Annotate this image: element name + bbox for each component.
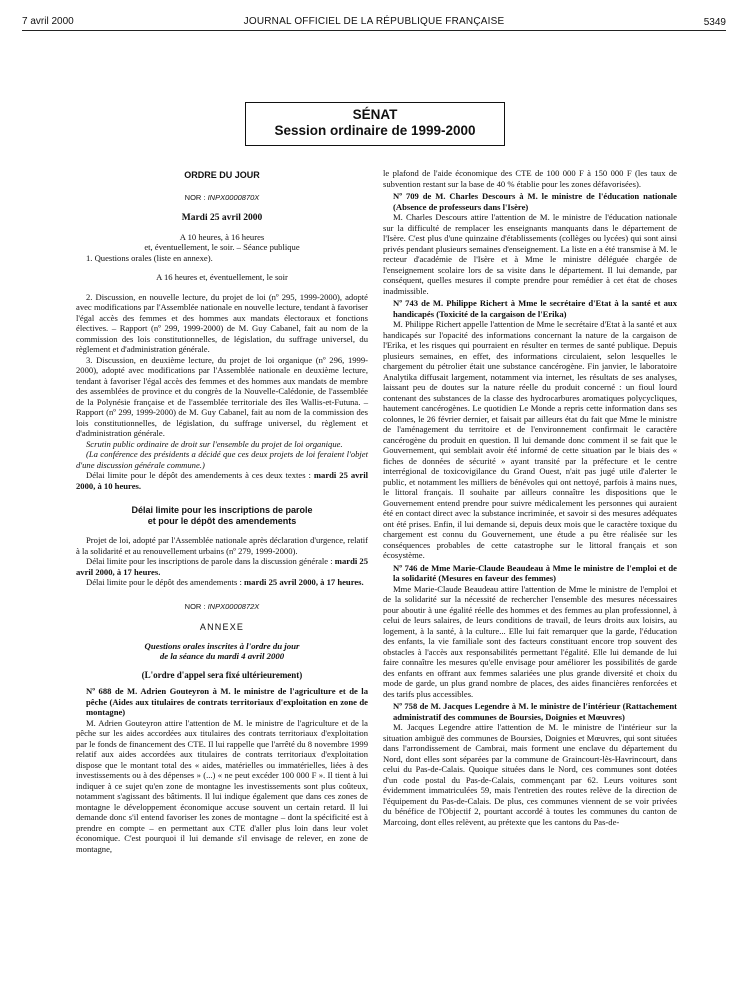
questions-heading: Questions orales inscrites à l'ordre du jour de la séance du mardi 4 avril 2000 [144,640,300,661]
senat-title-box [245,102,505,146]
afternoon-heading: A 16 heures et, éventuellement, le soir [156,272,288,282]
conference-note: (La conférence des présidents a décidé que ces deux projets de loi feraient l'objet d'une discussion générale commune.) [76,449,368,470]
page-header [22,14,726,30]
question-746-text: Mme Marie-Claude Beaudeau attire l'attention de Mme le ministre de l'emploi et de la solidarité sur la nécessité de rechercher l'ensemble des mesures nécessaires pour aboutir à une égalité réelle des hommes et des femmes au plan professionnel, à celui de leurs salaires, de leurs conditions de travail, de leurs droits aux loisirs, au logement, à la santé, à la culture... Elle lui fait remarquer que la garde, l'éducation des enfants, la vie familiale sont des facteurs constituant encore trop souvent des obstacles à l'accès aux responsabilités permettant l'égalité. Elle lui demande de lui faire connaître les mesures qu'elle envisage pour améliorer les possibilités de garde des enfants en offrant aux femmes salariées une plus grande diversité et choix du mode de garde, un plus grand nombre de places, des aides financières renforcées et des tarifs plus accessibles. [383,583,677,699]
projet-de-loi: Projet de loi, adopté par l'Assemblée nationale après déclaration d'urgence, relatif à la solidarité et au renouvellement urbains (nº 279, 1999-2000). [76,535,368,556]
agenda-item-3: 3. Discussion, en deuxième lecture, du projet de loi organique (nº 296, 1999-2000), adopté avec modifications par l'Assemblée nationale en deuxième lecture, tendant à favoriser l'égal accès des femmes et des hommes aux mandats de membre des assemblées de province et du congrès de la Nouvelle-Calédonie, de l'assemblée de la Polynésie française et de l'assemblée territoriale des îles Wallis-et-Futuna. – Rapport (nº 299, 1999-2000) de M. Guy Cabanel, fait au nom de la commission des lois constitutionnelles, de législation, du suffrage universel, du règlement et d'administration générale. [76,354,368,438]
page-number: 5349 [703,17,726,28]
annexe-heading: ANNEXE [199,622,245,632]
question-758-text: M. Jacques Legendre attire l'attention de M. le ministre de l'intérieur sur la situation ambiguë des communes de Boursies, Doignies et Mœuvres, qui sont situées dans l'arrondissement de Cambrai, mais forment une enclave du département du Nord, dont elles sont séparées par la commune de Graincourt-lès-Havrincourt, dans celui du Pas-de-Calais. Quoique situées dans le Nord, ces communes sont dotées d'un code postal du Pas-de-Calais, commençant par 62. Leurs voitures sont évidemment immatriculées 59, mais l'entretien des routes relève de la direction de l'équipement du Pas-de-Calais. De plus, ces communes viennent de se voir privées du bénéfice de l'Objectif 2, pourtant accordé à toutes les communes du canton de Marcoing, dont elles relèvent, au prétexte que les cantons du Pas-de- [383,722,677,827]
question-758-heading: Nº 758 de M. Jacques Legendre à M. le ministre de l'intérieur (Rattachement administratif des communes de Boursies, Doignies et Mœuvres) [393,701,677,722]
question-709-heading: Nº 709 de M. Charles Descours à M. le ministre de l'éducation nationale (Absence de professeurs dans l'Isère) [393,191,677,212]
question-743-heading: Nº 743 de M. Philippe Richert à Mme le secrétaire d'Etat à la santé et aux handicapés (Toxicité de la cargaison de l'Erika) [393,298,677,319]
journal-title: JOURNAL OFFICIEL DE LA RÉPUBLIQUE FRANÇAISE [243,16,505,27]
header-rule [22,30,726,31]
right-column [383,168,677,827]
speaker-deadline: Délai limite pour les inscriptions de parole dans la discussion générale : mardi 25 avril 2000, à 17 heures. [76,556,368,577]
senat-title: SÉNAT [352,107,398,122]
sitting-times-2: et, éventuellement, le soir. – Séance publique [144,242,300,252]
deadline-heading: Délai limite pour les inscriptions de parole et pour le dépôt des amendements [131,505,313,526]
session-title: Session ordinaire de 1999-2000 [274,123,476,138]
agenda-item-2: 2. Discussion, en nouvelle lecture, du projet de loi (nº 295, 1999-2000), adopté avec modifications par l'Assemblée nationale en nouvelle lecture, tendant à favoriser l'égal accès des femmes et des hommes aux mandats électoraux et fonctions électives. – Rapport (nº 299, 1999-2000) de M. Guy Cabanel, fait au nom de la commission des lois constitutionnelles, de législation, du suffrage universel, du règlement et d'administration générale. [76,291,368,354]
question-688-text: M. Adrien Gouteyron attire l'attention de M. le ministre de l'agriculture et de la pêche sur les aides accordées aux titulaires des contrats territoriaux d'exploitation par le fonds de financement des CTE. Il lui rappelle que l'arrêté du 8 novembre 1999 relatif aux aides accordées aux titulaires de contrats territoriaux d'exploitation dispose que le montant total des « aides, matérielles ou immatérielles, liées à des investissements ou à des dépenses » (...) « ne peut excéder 100 000 F ». Il tient à lui indiquer à ce sujet qu'en zone de montagne les investissements sont plus coûteux, notamment s'agissant des bâtiments. Il lui indique également que dans ces zones de montagne le développement économique accuse souvent un certain retard. Il lui demande donc s'il entend favoriser les zones de montagne – dont la spécificité est à prendre en compte – en permettant aux CTE d'aller plus loin dans leur volet économique. C'est pourquoi il lui demande s'il envisage de relever, en zone de montagne, [76,717,368,854]
call-order-note: (L'ordre d'appel sera fixé ultérieurement) [141,669,303,680]
amendment-deadline: Délai limite pour le dépôt des amendements à ces deux textes : mardi 25 avril 2000, à 10 heures. [76,470,369,491]
ordre-du-jour-heading: ORDRE DU JOUR [184,170,260,180]
question-709-text: M. Charles Descours attire l'attention de M. le ministre de l'éducation nationale sur la difficulté de remplacer les enseignants manquants dans le département de l'Isère. C'est plus d'une quinzaine d'établissements (collèges ou lycées) qui sont ainsi privés pendant plusieurs semaines d'enseignement. La liste en a été transmise à M. le recteur d'académie de l'Isère et à Mme le ministre déléguée chargée de l'enseignement scolaire lors de sa visite dans le département. Il lui demande, par conséquent, quelles mesures il compte prendre pour remédier à cet état de choses inadmissible. [383,212,677,296]
nor-reference-2: NOR : INPX0000872X [184,601,260,611]
nor-reference-1: NOR : INPX0000870X [184,192,260,202]
amendments-deadline: Délai limite pour le dépôt des amendements : mardi 25 avril 2000, à 17 heures. [86,577,364,587]
agenda-item-1: 1. Questions orales (liste en annexe). [86,252,213,263]
left-column [76,170,368,854]
question-746-heading: Nº 746 de Mme Marie-Claude Beaudeau à Mme le ministre de l'emploi et de la solidarité (Mesures en faveur des femmes) [393,562,677,583]
header-date: 7 avril 2000 [22,16,74,27]
question-688-heading: Nº 688 de M. Adrien Gouteyron à M. le ministre de l'agriculture et de la pêche (Aides aux titulaires de contrats territoriaux d'exploitation en zone de montagne) [86,686,368,717]
question-743-text: M. Philippe Richert appelle l'attention de Mme le secrétaire d'Etat à la santé et aux handicapés sur l'opacité des informations concernant la nature de la cargaison de l'Erika, et les risques qui pourraient en résulter en termes de santé publique. Depuis plusieurs semaines, en effet, des informations circulaient, selon lesquelles le chargement du pétrolier était une substance cancérogène. Fin janvier, le laboratoire Analytika diffusait largement, notamment via internet, les résultats de ses analyses, laissant peu de doutes sur la nature réelle du produit concerné : un fioul lourd contenant des substances de la classe des hydrocarbures aromatiques polycycliques, hautement cancérogènes. Le quotidien Le Monde a repris cette information dans ses colonnes, le 26 février dernier, et faisait par ailleurs état du fait que Mme le ministre de l'aménagement du territoire et de l'environnement confirmait le caractère cancérogène du produit en question. Il lui demande donc comment il se fait que le Gouvernement, qui semblait avoir été informé de cette situation par le biais des « fiches de données de sécurité » ayant transité par la préfecture et le centre interrégional de toxicovigilance du Grand Ouest, n'ait pas jugé utile d'alerter le public, et notamment les milliers de bénévoles qui ont nettoyé, parfois à mains nues, le littoral français. Il souhaite par ailleurs connaître les dispositions que le Gouvernement entend prendre pour suivre médicalement les personnes qui auraient été en contact direct avec la substance incriminée, et savoir si des mesures adéquates ont été prises. Enfin, il lui demande si, depuis deux mois que le caractère toxique du chargement est connu du Gouvernement, une étude a pu être réalisée sur les conséquences probables de cette catastrophe sur le littoral français et son écosystème. [383,319,677,560]
question-688-continued: le plafond de l'aide économique des CTE de 100 000 F à 150 000 F (les taux de subvention restant sur la base de 40 % établie pour les zones défavorisées). [383,168,677,189]
sitting-date: Mardi 25 avril 2000 [181,213,263,223]
sitting-times: A 10 heures, à 16 heures [179,231,265,242]
scrutin-note: Scrutin public ordinaire de droit sur l'ensemble du projet de loi organique. [86,438,343,449]
